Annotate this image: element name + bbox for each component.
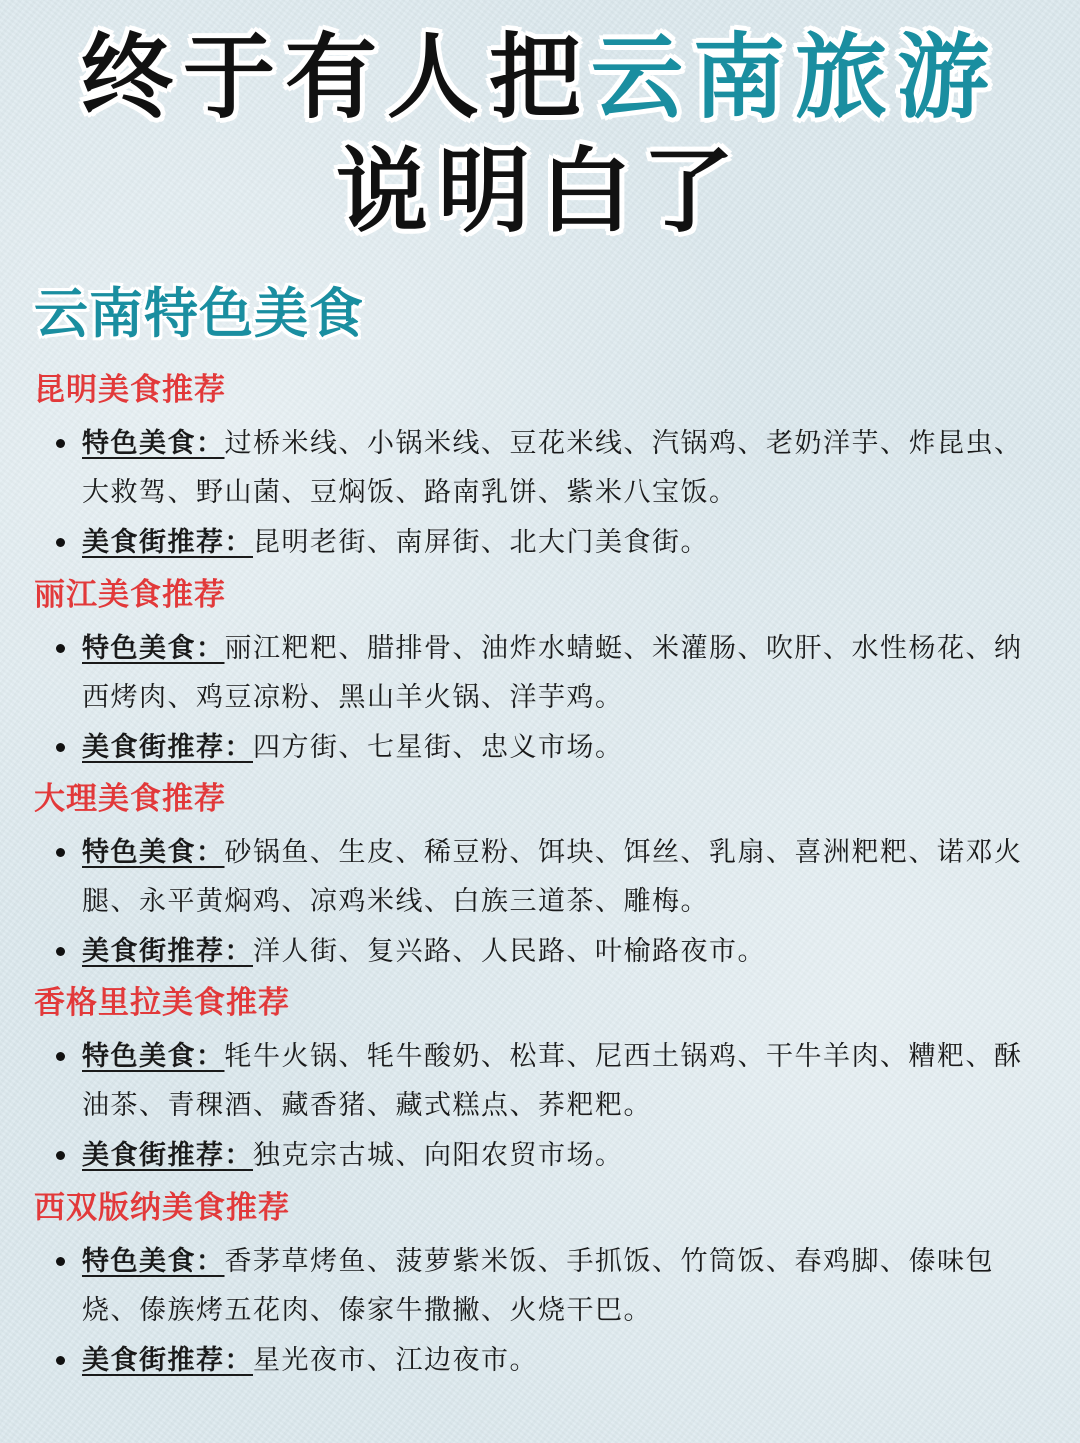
food-text: 丽江粑粑、腊排骨、油炸水蜻蜓、米灌肠、吹肝、水性杨花、纳西烤肉、鸡豆凉粉、黑山羊火锅、洋芋鸡。	[82, 633, 1023, 713]
food-label: 特色美食：	[82, 633, 225, 664]
food-item	[82, 419, 1032, 517]
street-label: 美食街推荐：	[82, 732, 253, 763]
food-item	[82, 1237, 1032, 1335]
street-item	[82, 723, 1032, 772]
food-text: 牦牛火锅、牦牛酸奶、松茸、尼西土锅鸡、干牛羊肉、糟粑、酥油茶、青稞酒、藏香猪、藏式糕点、荞粑粑。	[82, 1041, 1023, 1121]
food-label: 特色美食：	[82, 837, 225, 868]
city-title: 丽江美食推荐	[34, 577, 226, 613]
city-title: 香格里拉美食推荐	[34, 985, 290, 1021]
section-title: 云南特色美食	[34, 282, 364, 345]
food-item	[82, 1032, 1032, 1130]
street-label: 美食街推荐：	[82, 936, 253, 967]
street-text: 独克宗古城、向阳农贸市场。	[253, 1140, 624, 1171]
food-item	[82, 828, 1032, 926]
headline-accent-text: 云南旅游	[591, 24, 1000, 131]
street-item	[82, 1131, 1032, 1180]
food-label: 特色美食：	[82, 1246, 225, 1277]
street-text: 昆明老街、南屏街、北大门美食街。	[253, 527, 709, 558]
street-text: 星光夜市、江边夜市。	[253, 1345, 538, 1376]
street-item	[82, 1336, 1032, 1385]
page-headline-line2: 说明白了	[335, 138, 744, 245]
street-label: 美食街推荐：	[82, 527, 253, 558]
street-text: 四方街、七星街、忠义市场。	[253, 732, 624, 763]
food-text: 过桥米线、小锅米线、豆花米线、汽锅鸡、老奶洋芋、炸昆虫、大救驾、野山菌、豆焖饭、路南乳饼、紫米八宝饭。	[82, 428, 1023, 508]
city-title: 大理美食推荐	[34, 781, 226, 817]
headline-dark-text: 终于有人把	[80, 24, 591, 131]
city-title: 西双版纳美食推荐	[34, 1190, 290, 1226]
city-title: 昆明美食推荐	[34, 372, 226, 408]
food-text: 砂锅鱼、生皮、稀豆粉、饵块、饵丝、乳扇、喜洲粑粑、诺邓火腿、永平黄焖鸡、凉鸡米线、白族三道茶、雕梅。	[82, 837, 1023, 917]
page-headline-line1	[0, 24, 1080, 131]
food-label: 特色美食：	[82, 428, 225, 459]
street-text: 洋人街、复兴路、人民路、叶榆路夜市。	[253, 936, 766, 967]
street-item	[82, 518, 1032, 567]
food-label: 特色美食：	[82, 1041, 225, 1072]
food-item	[82, 624, 1032, 722]
street-label: 美食街推荐：	[82, 1345, 253, 1376]
street-label: 美食街推荐：	[82, 1140, 253, 1171]
street-item	[82, 927, 1032, 976]
food-text: 香茅草烤鱼、菠萝紫米饭、手抓饭、竹筒饭、春鸡脚、傣味包烧、傣族烤五花肉、傣家牛撒撇、火烧干巴。	[82, 1246, 994, 1326]
